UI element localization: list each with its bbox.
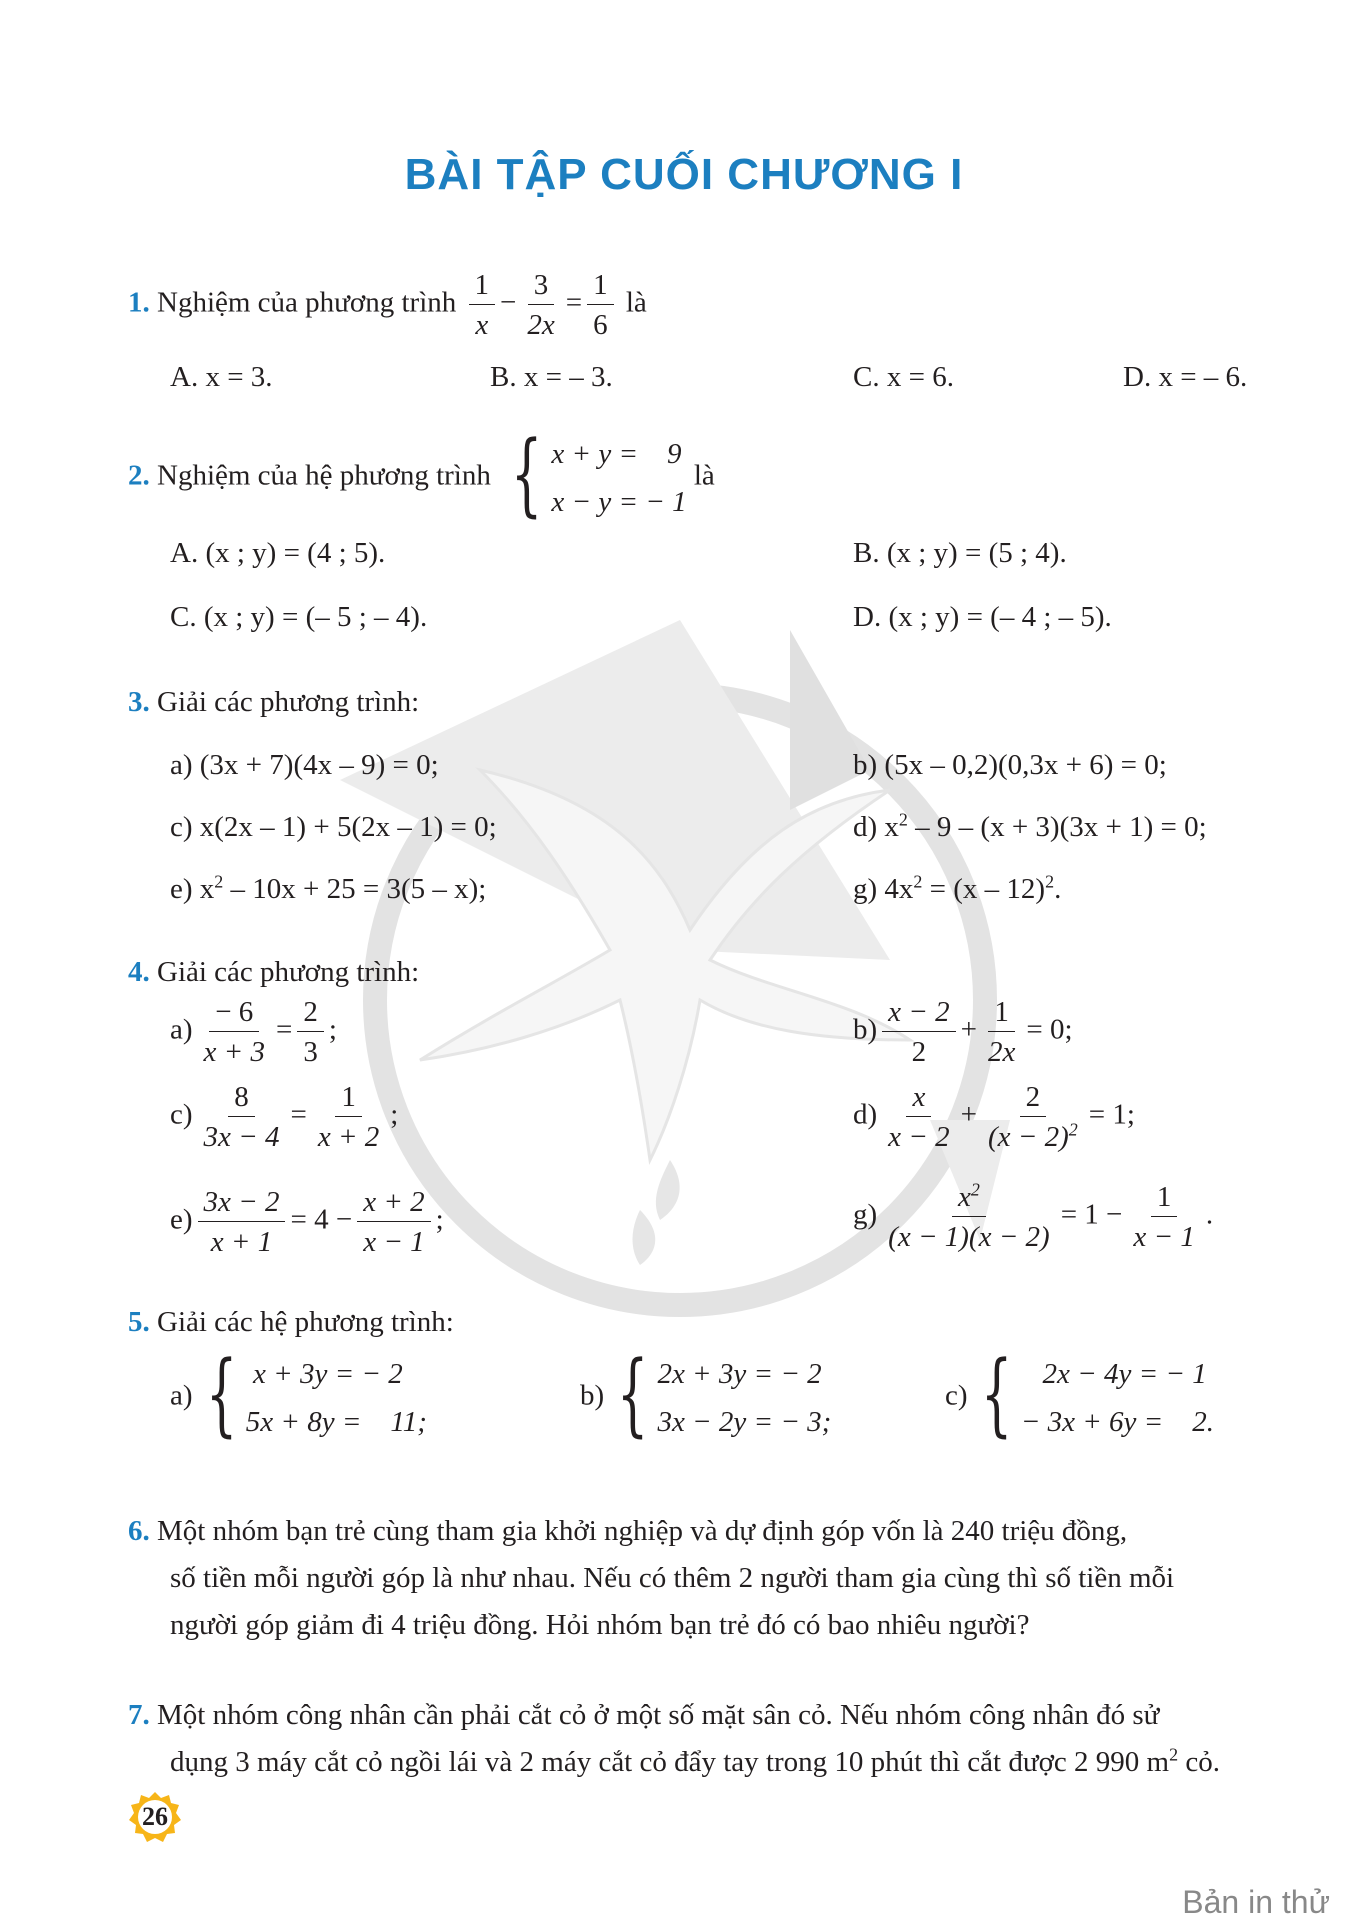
fraction: $\frac{3}{2x}$ [527, 269, 555, 341]
exercise-4d: d) $\frac{x}{x - 2}$ + $\frac{2}{(x - 2)^2}$ = 1; [853, 1081, 1135, 1153]
option-a: A. (x ; y) = (4 ; 5). [170, 537, 386, 569]
exercise-3e: e) $x^2 - 10x + 25 = 3(5 - x)$; [170, 871, 487, 905]
exercise-4a: a) $\frac{- 6}{x + 3}$ = $\frac{2}{3}$ ; [170, 996, 337, 1068]
question-number: 1. [128, 286, 150, 319]
question-number: 6. [128, 1515, 150, 1547]
option-b: B. x = – 3. [490, 361, 613, 393]
page-title: BÀI TẬP CUỐI CHƯƠNG I [404, 150, 964, 199]
question-number: 4. [128, 956, 150, 988]
option-a: A. x = 3. [170, 361, 273, 393]
question-2: 2. Nghiệm của hệ phương trình { x + y = 9 x − y = − 1 là [128, 422, 715, 527]
equation-system: { x + y = 9 x − y = − 1 [511, 422, 687, 527]
question-5 [128, 1305, 454, 1339]
exercise-3g: g) $4x^2 = (x - 12)^2$. [853, 871, 1062, 905]
exercise-3c: c) x(2x – 1) + 5(2x – 1) = 0; [170, 811, 497, 843]
page-number: 26 [142, 1802, 168, 1831]
question-number: 3. [128, 686, 150, 718]
option-d: D. (x ; y) = (– 4 ; – 5). [853, 601, 1112, 633]
exercise-4c: c) $\frac{8}{3x - 4}$ = $\frac{1}{x + 2}$ ; [170, 1081, 399, 1153]
question-lead: Giải các hệ phương trình: [157, 1306, 454, 1338]
question-lead: Giải các phương trình: [157, 956, 420, 988]
exercise-3d: d) $x^2 - 9 - (x + 3)(3x + 1) = 0$; [853, 809, 1207, 843]
exercise-3b: b) (5x – 0,2)(0,3x + 6) = 0; [853, 749, 1167, 781]
exercise-5c: c) { 2x − 4y = − 1 − 3x + 6y = 2. [945, 1342, 1214, 1447]
question-number: 2. [128, 459, 150, 492]
option-c: C. x = 6. [853, 361, 954, 393]
option-c: C. (x ; y) = (– 5 ; – 4). [170, 601, 428, 633]
exercise-5a: a) { x + 3y = − 2 5x + 8y = 11; [170, 1342, 427, 1447]
exercise-5b: b) { 2x + 3y = − 2 3x − 2y = − 3; [580, 1342, 832, 1447]
exercise-4g: g) $\frac{x^2}{(x - 1)(x - 2)}$ = 1 − $\frac{1}{x - 1}$ . [853, 1179, 1214, 1253]
question-number: 5. [128, 1306, 150, 1338]
question-lead: Nghiệm của hệ phương trình [157, 459, 491, 492]
option-b: B. (x ; y) = (5 ; 4). [853, 537, 1067, 569]
question-7: 7. Một nhóm công nhân cần phải cắt cỏ ở một số mặt sân cỏ. Nếu nhóm công nhân đó sử dụng 3 máy cắt cỏ ngồi lái và 2 máy cắt cỏ đẩy tay trong 10 phút thì cắt được 2 990 $m^2$ cỏ. [128, 1699, 1220, 1778]
fraction: $\frac{1}{6}$ [587, 268, 614, 342]
question-3 [128, 685, 419, 719]
exercise-4b: b) $\frac{x - 2}{2}$ + $\frac{1}{2x}$ = 0; [853, 996, 1073, 1068]
question-number: 7. [128, 1699, 150, 1731]
fraction: $\frac{1}{x}$ [469, 268, 496, 342]
exercise-4e: e) $\frac{3x - 2}{x + 1}$ = 4 − $\frac{x + 2}{x - 1}$ ; [170, 1186, 444, 1258]
footer-draft-label: Bản in thử [1182, 1884, 1330, 1920]
exercise-3a: a) (3x + 7)(4x – 9) = 0; [170, 749, 439, 781]
question-lead: Nghiệm của phương trình [157, 286, 457, 319]
question-4 [128, 955, 419, 989]
question-6: 6. Một nhóm bạn trẻ cùng tham gia khởi nghiệp và dự định góp vốn là 240 triệu đồng, số tiền mỗi người góp là như nhau. Nếu có thêm 2 người tham gia cùng thì số tiền mỗi người góp giảm đi 4 triệu đồng. Hỏi nhóm bạn trẻ đó có bao nhiêu người? [128, 1515, 1175, 1641]
option-d: D. x = – 6. [1123, 361, 1248, 393]
question-lead: Giải các phương trình: [157, 686, 420, 718]
question-1: 1. Nghiệm của phương trình $\frac{1}{x}$ − $\frac{3}{2x}$ = $\frac{1}{6}$ là [128, 269, 647, 341]
